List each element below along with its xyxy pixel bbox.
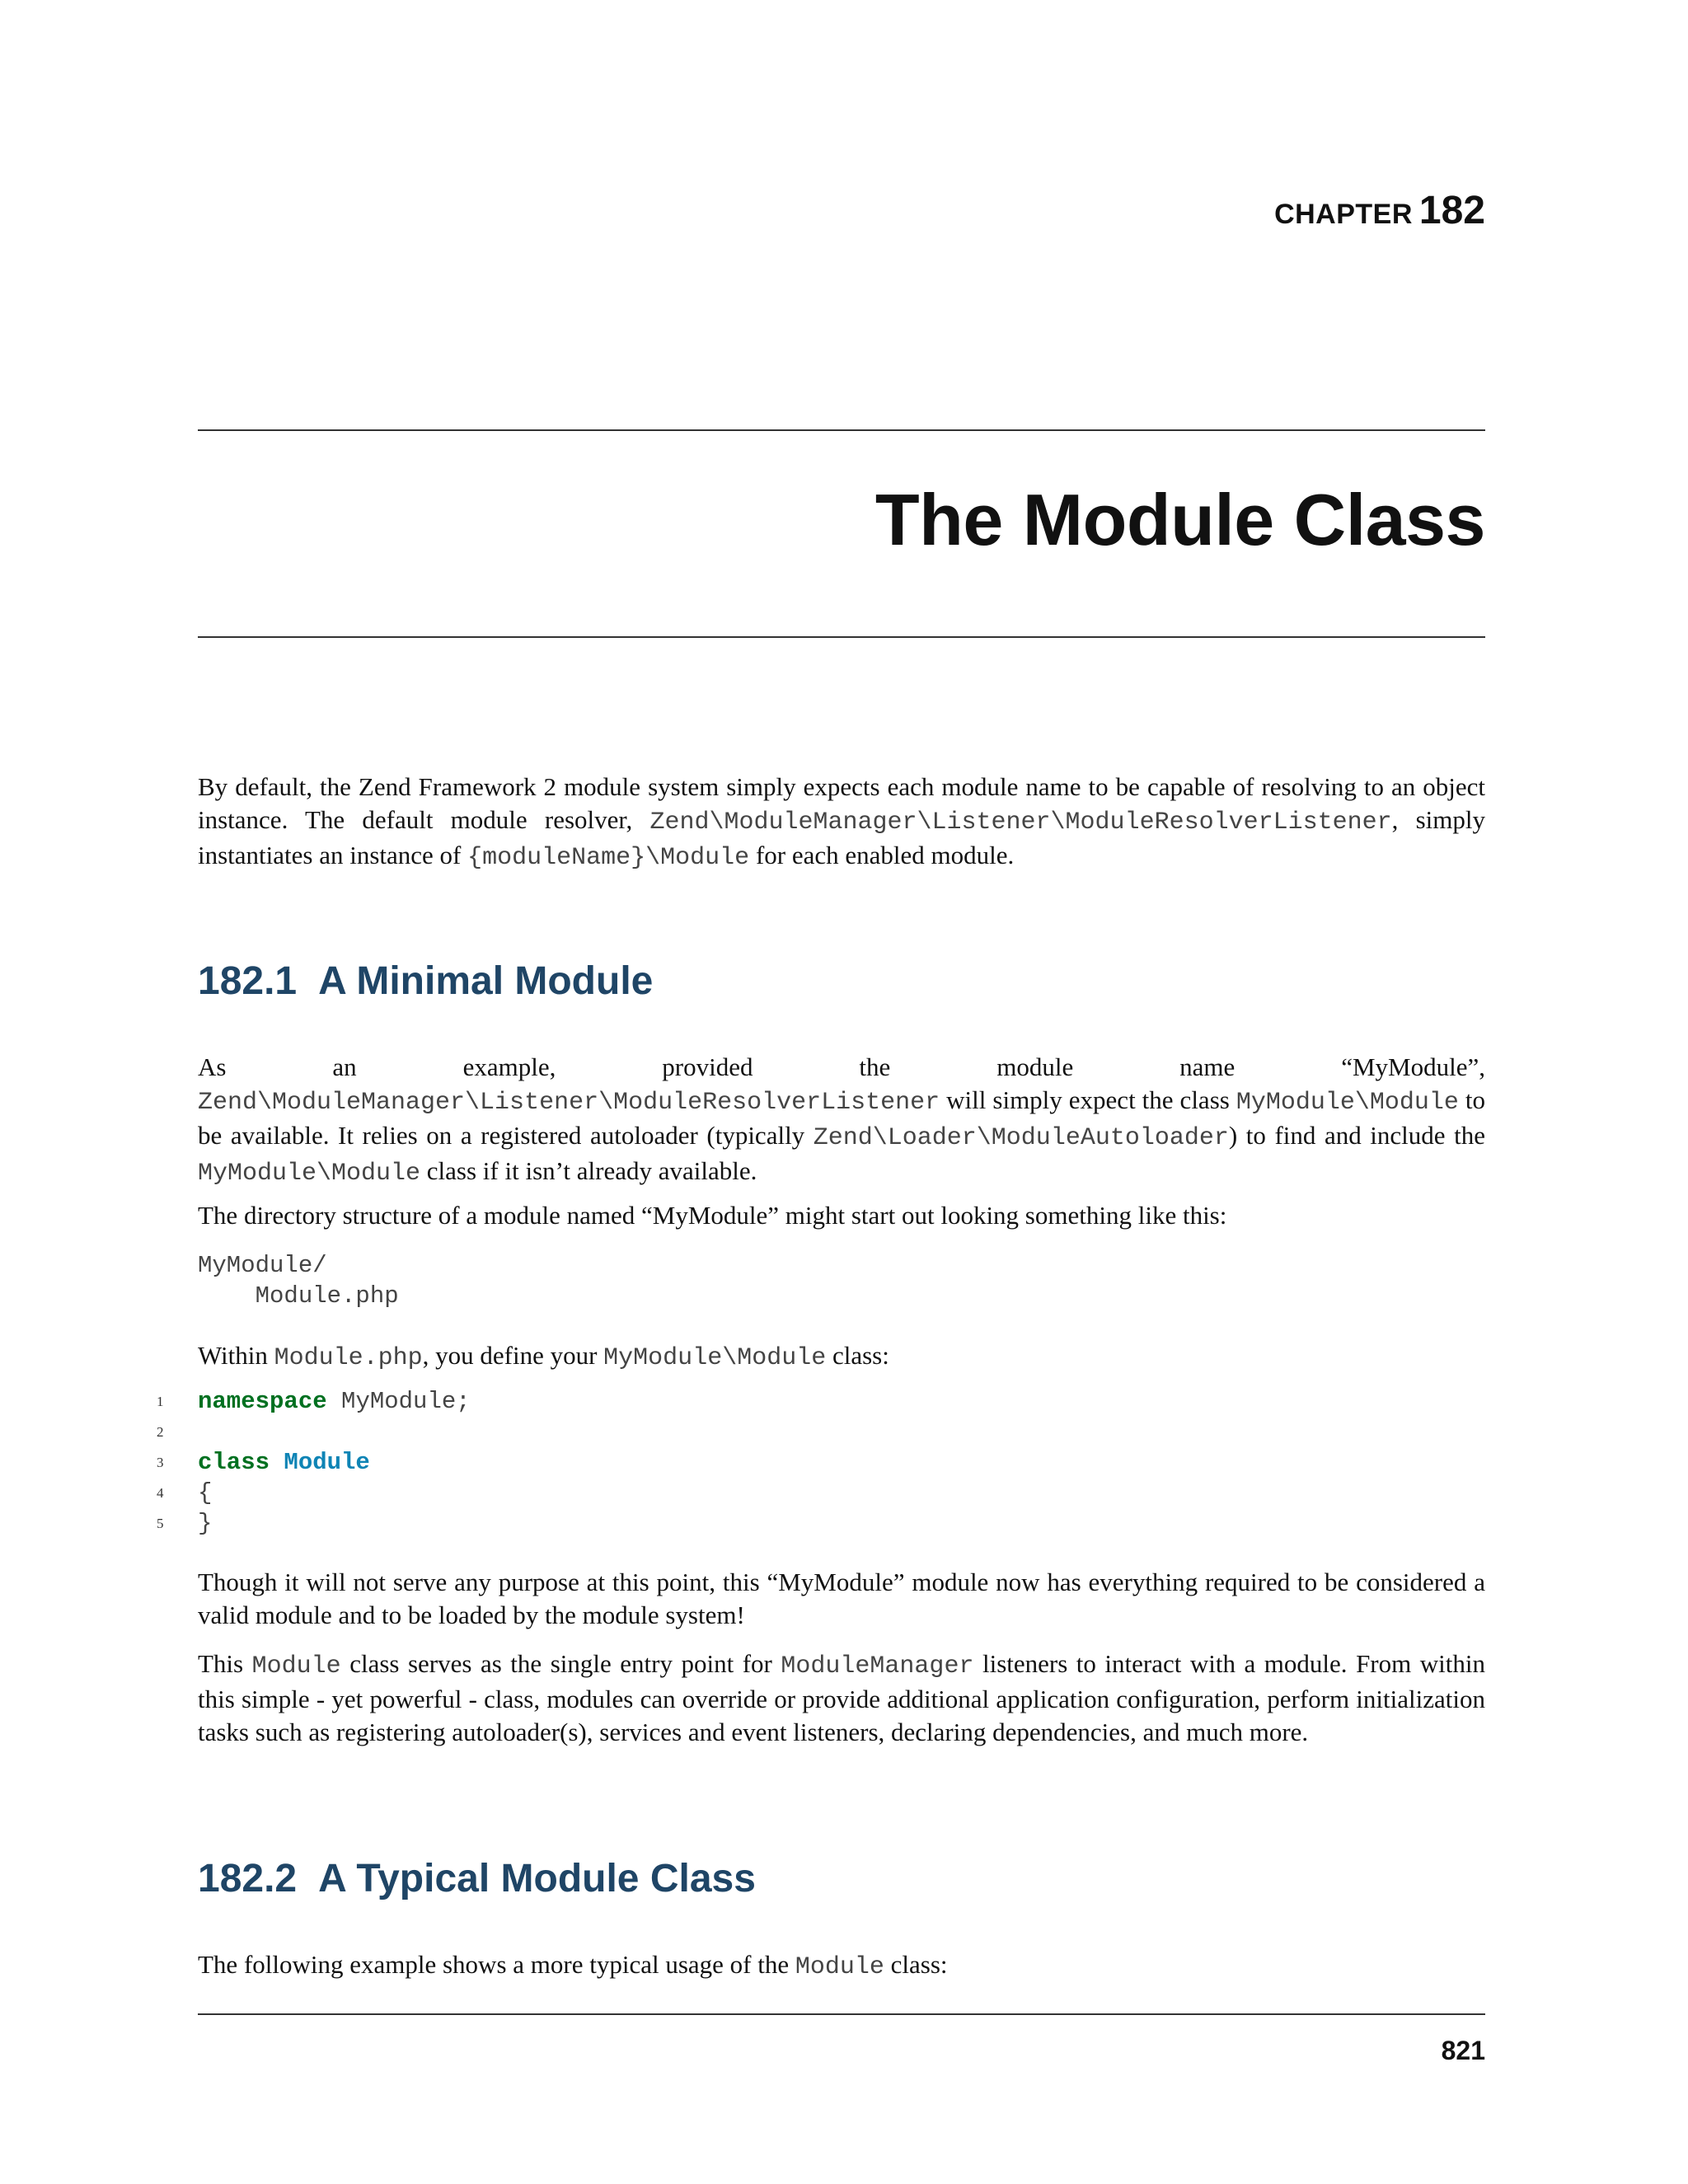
- s1p3-code-module-php: Module.php: [274, 1344, 423, 1372]
- s2p1-code-module: Module: [795, 1953, 884, 1981]
- s2p1-text-2: class:: [884, 1950, 948, 1979]
- code-text-1: [198, 1386, 471, 1417]
- chapter-title: The Module Class: [874, 479, 1485, 560]
- code-line-4: [157, 1477, 471, 1507]
- code-text-4: {: [198, 1479, 213, 1507]
- section-1-paragraph-4: Though it will not serve any purpose at this point, this “MyModule” module now has everything required to be considered a valid module and to be loaded by the module system!: [198, 1568, 1485, 1629]
- s1p5-text-1: This: [198, 1649, 252, 1678]
- code-line-5: [157, 1507, 471, 1538]
- class-name: Module: [284, 1448, 370, 1476]
- s1p3-text-1: Within: [198, 1341, 274, 1370]
- line-number: 1: [157, 1393, 164, 1409]
- namespace-name: MyModule;: [326, 1387, 471, 1415]
- line-number: 4: [157, 1484, 164, 1501]
- s1p1-text-4: ) to find and include the: [1228, 1121, 1486, 1150]
- section-1-paragraph-1-container: [198, 1051, 1485, 1190]
- directory-tree-container: [198, 1250, 1485, 1311]
- section-2-paragraph-1-container: [198, 1948, 1485, 1984]
- title-top-rule: [198, 429, 1485, 431]
- section-2-heading-container: [198, 1856, 1485, 1901]
- section-1-paragraph-1: [198, 1051, 1485, 1190]
- line-number: 3: [157, 1454, 164, 1470]
- code-line-2: [157, 1416, 471, 1446]
- section-2-title: A Typical Module Class: [318, 1857, 756, 1900]
- keyword-namespace: namespace: [198, 1387, 327, 1415]
- intro-paragraph: [198, 771, 1485, 874]
- section-1-paragraph-3-container: [198, 1339, 1485, 1375]
- intro-code-module-name: {moduleName}\Module: [467, 844, 750, 872]
- s1p3-text-2: , you define your: [422, 1341, 604, 1370]
- keyword-class: class: [198, 1448, 270, 1476]
- s1p1-text-5: class if it isn’t already available.: [420, 1156, 757, 1185]
- section-1-number: 182.1: [198, 959, 298, 1003]
- chapter-word: CHAPTER: [1274, 199, 1413, 230]
- section-1-paragraph-3: [198, 1339, 1485, 1375]
- s1p1-code-mymodule-module-2: MyModule\Module: [198, 1160, 421, 1188]
- code-line-3: [157, 1446, 471, 1477]
- s1p5-code-module: Module: [251, 1652, 341, 1680]
- chapter-label: [1274, 188, 1485, 233]
- line-number: 5: [157, 1515, 164, 1531]
- s1p5-text-2: class serves as the single entry point for: [340, 1649, 781, 1678]
- s1p1-code-module-autoloader: Zend\Loader\ModuleAutoloader: [813, 1124, 1229, 1152]
- s2p1-text-1: The following example shows a more typical usage of the: [198, 1950, 795, 1979]
- s1p1-text-1: As an example, provided the module name “MyModule”,: [198, 1052, 1485, 1081]
- section-2-paragraph-1: [198, 1948, 1485, 1984]
- s1p1-text-2: will simply expect the class: [940, 1085, 1236, 1114]
- code-listing: [157, 1385, 471, 1538]
- s1p1-code-resolver-listener: Zend\ModuleManager\Listener\ModuleResolverListener: [198, 1089, 940, 1117]
- footer-rule: [198, 2013, 1485, 2015]
- s1p3-code-mymodule-module: MyModule\Module: [603, 1344, 827, 1372]
- s1p1-text-3: to be available. It relies on a registered autoloader (typically: [198, 1085, 1485, 1150]
- section-1-title: A Minimal Module: [318, 959, 654, 1003]
- code-text-3: [198, 1447, 370, 1478]
- section-1-paragraph-5-container: [198, 1647, 1485, 1749]
- code-line-1: [157, 1385, 471, 1416]
- section-1-heading: [198, 958, 1485, 1004]
- section-2-number: 182.2: [198, 1857, 298, 1900]
- s1p1-code-mymodule-module: MyModule\Module: [1236, 1089, 1459, 1117]
- intro-code-resolver-listener: Zend\ModuleManager\Listener\ModuleResolverListener: [649, 808, 1392, 837]
- chapter-number: 182: [1418, 189, 1485, 232]
- section-1-paragraph-2-container: [198, 1199, 1485, 1232]
- line-number: 2: [157, 1423, 164, 1440]
- section-1-paragraph-2: The directory structure of a module named “MyModule” might start out looking something like this:: [198, 1201, 1227, 1230]
- section-2-heading: [198, 1856, 1485, 1901]
- intro-text-1: By default, the Zend Framework 2 module system simply expects each module name to be capable of resolving to an object instance. The default module resolver,: [198, 772, 1485, 834]
- intro-paragraph-container: [198, 771, 1485, 874]
- section-1-paragraph-4-container: [198, 1566, 1485, 1632]
- s1p5-text-3: listeners to interact with a module. From within this simple - yet powerful - class, modules can override or provide additional application configuration, perform initialization tasks such as registering autoloader(s), services and event listeners, declaring dependencies, and much more.: [198, 1649, 1485, 1746]
- intro-text-2: , simply instantiates an instance of: [198, 805, 1485, 869]
- section-1-heading-container: [198, 958, 1485, 1004]
- s1p5-code-module-manager: ModuleManager: [781, 1652, 974, 1680]
- s1p3-text-3: class:: [826, 1341, 889, 1370]
- section-1-paragraph-5: [198, 1647, 1485, 1749]
- directory-tree: MyModule/ Module.php: [198, 1252, 399, 1310]
- title-bottom-rule: [198, 636, 1485, 638]
- page-number: 821: [1441, 2036, 1485, 2065]
- code-text-5: }: [198, 1509, 213, 1537]
- intro-text-3: for each enabled module.: [749, 841, 1015, 869]
